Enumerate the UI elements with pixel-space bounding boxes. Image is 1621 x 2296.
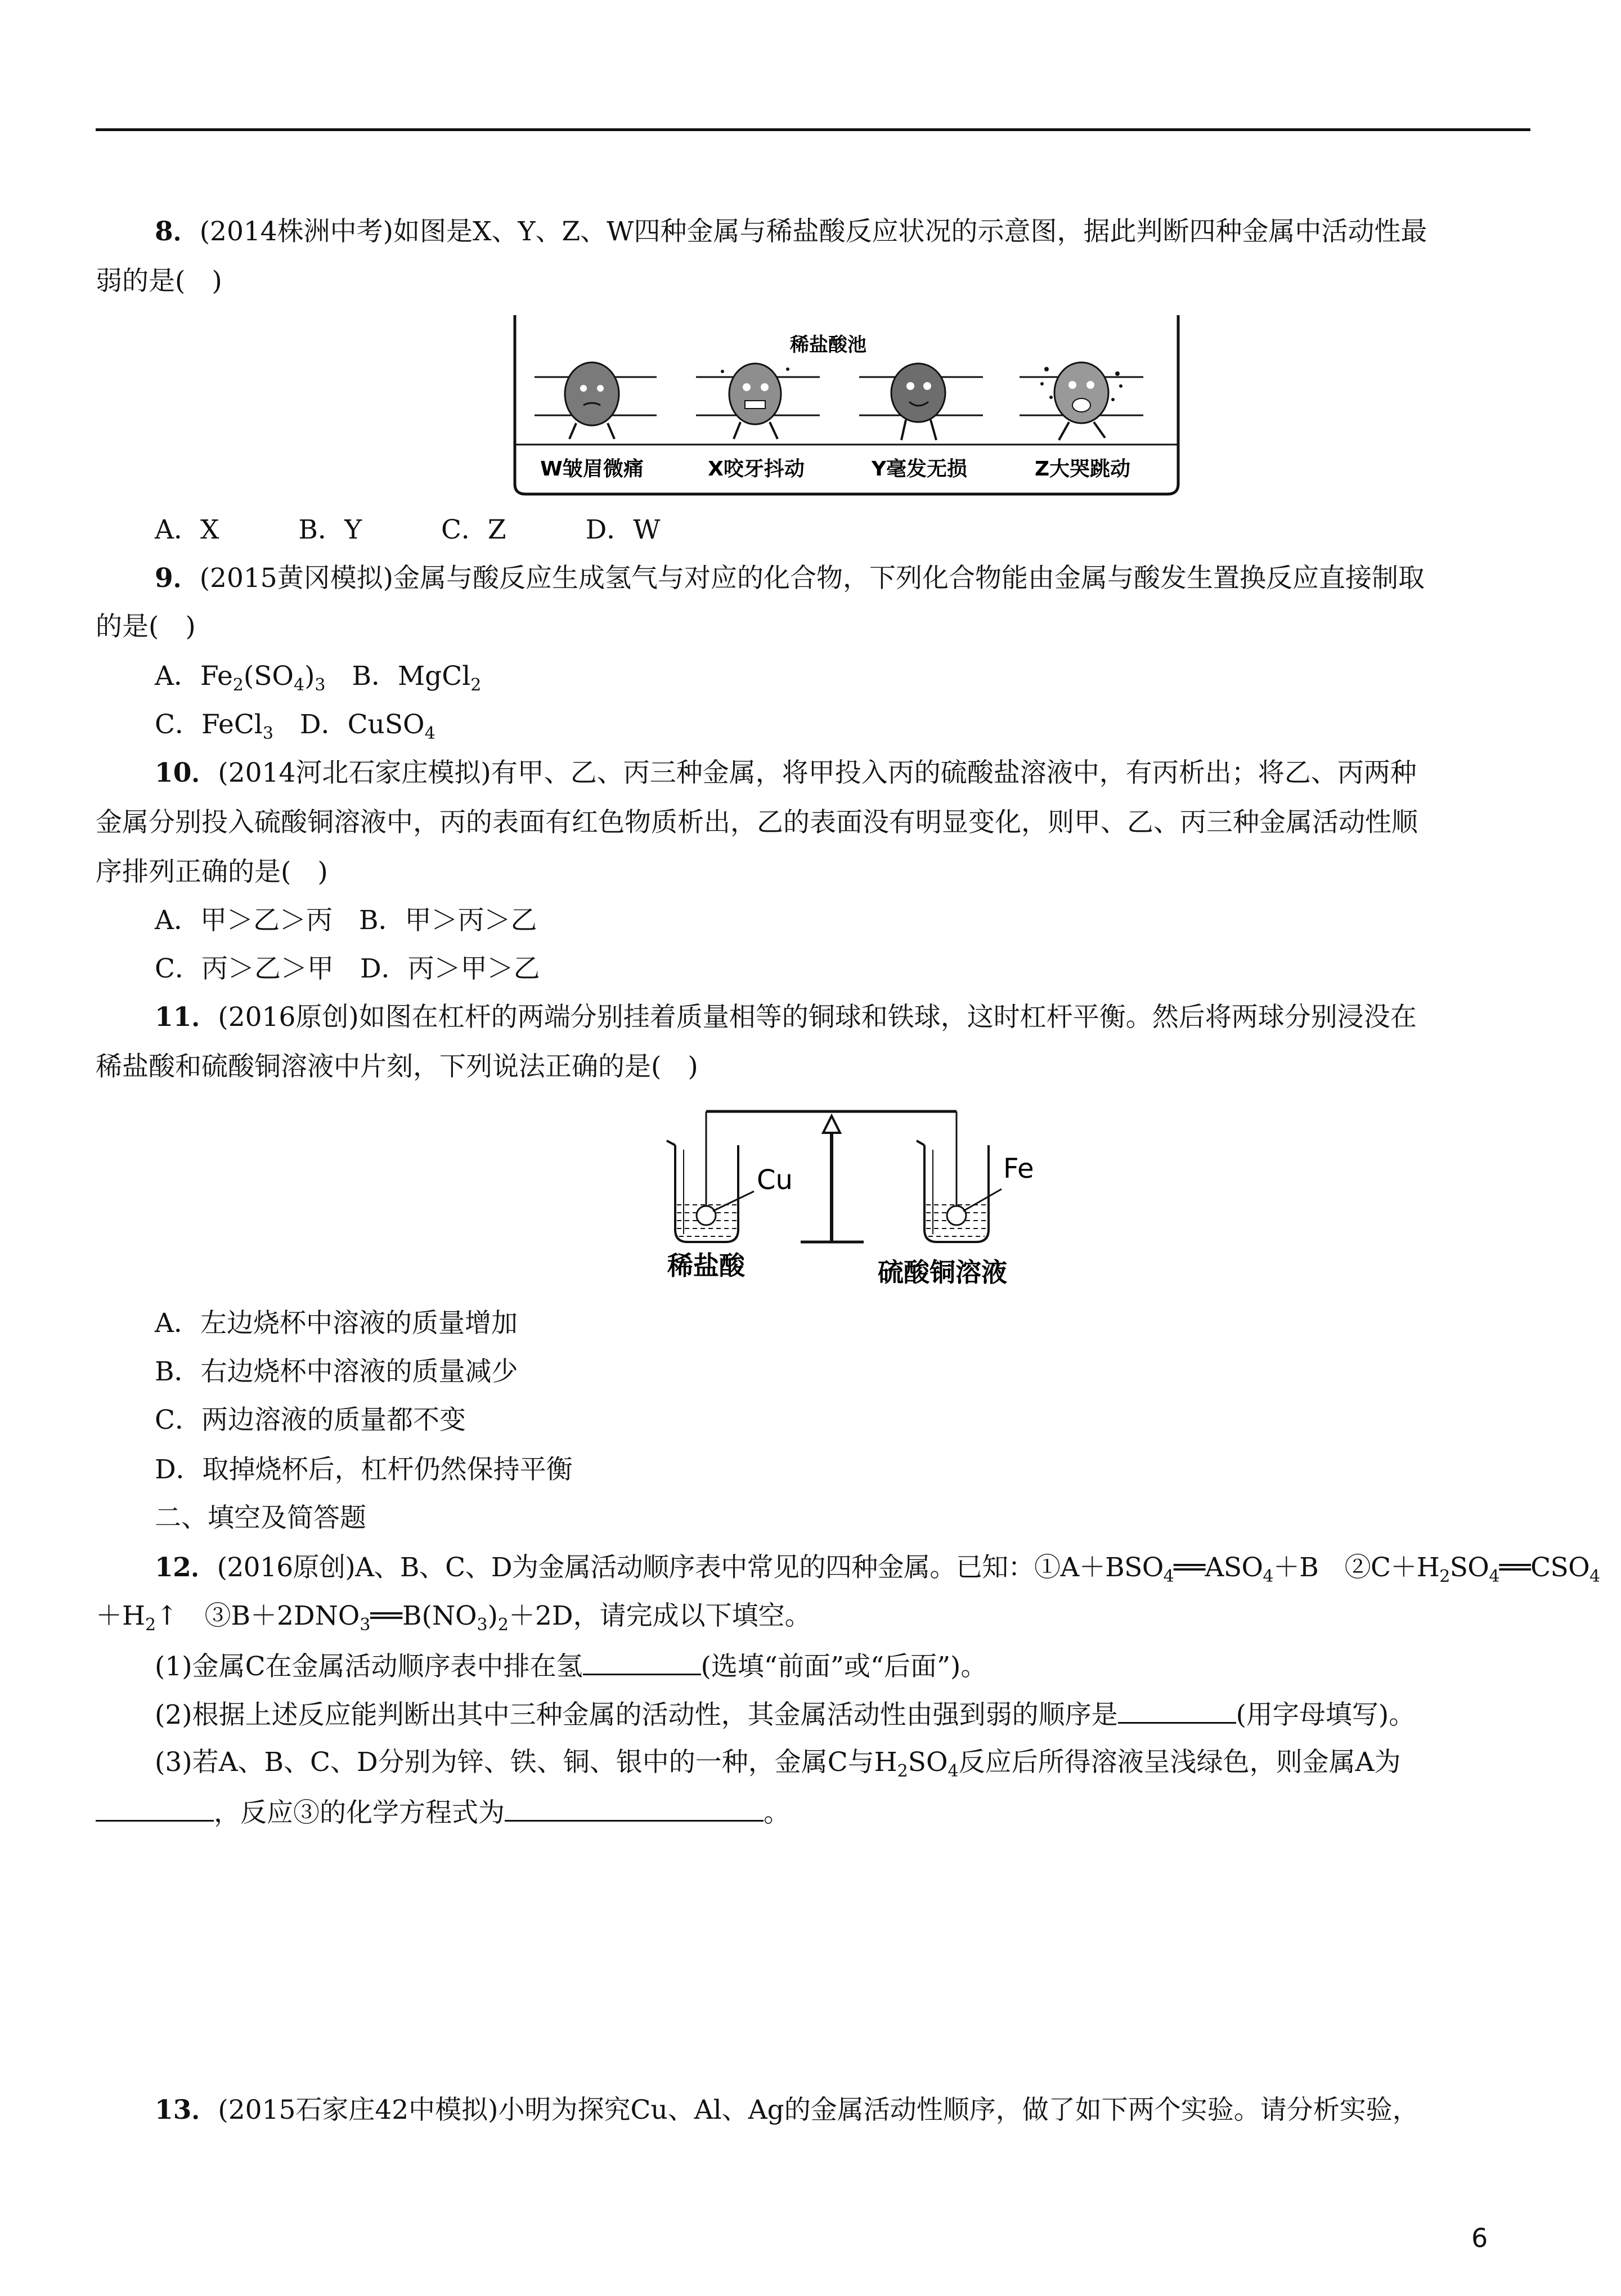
metal-y-icon bbox=[891, 364, 945, 440]
label-x: X咬牙抖动 bbox=[708, 458, 805, 481]
section-heading: 二、填空及简答题 bbox=[155, 1503, 366, 1533]
label-z: Z大哭跳动 bbox=[1034, 458, 1131, 481]
header-rule bbox=[96, 128, 1530, 131]
label-y: Y毫发无损 bbox=[871, 458, 968, 481]
cu-label: Cu bbox=[757, 1164, 793, 1196]
q12-sub-2: (2)根据上述反应能判断出其中三种金属的活动性，其金属活动性由强到弱的顺序是 (用字母填写)。 bbox=[155, 1697, 1415, 1732]
metal-w-icon bbox=[565, 362, 619, 439]
label-w: W皱眉微痛 bbox=[540, 458, 644, 481]
q8-acid-pool-figure bbox=[513, 315, 1180, 498]
q8-options: A．X B．Y C．Z D．W bbox=[155, 514, 661, 545]
q11-line-1: 11．(2016原创)如图在杠杆的两端分别挂着质量相等的铜球和铁球，这时杠杆平衡。然后将两球分别浸没在 bbox=[155, 1002, 1417, 1033]
q9-line-1: 9．(2015黄冈模拟)金属与酸反应生成氢气与对应的化合物，下列化合物能由金属与酸发生置换反应直接制取 bbox=[155, 563, 1425, 594]
q12-line-2: $+H_2↑$ $③B+2DNO_3══B(NO_3)_2+2D$，请完成以下填空。 bbox=[96, 1600, 811, 1635]
q8-line-1: 8．(2014株洲中考)如图是X、Y、Z、W四种金属与稀盐酸反应状况的示意图，据此判断四种金属中活动性最 bbox=[155, 216, 1427, 247]
fe-label: Fe bbox=[1003, 1153, 1034, 1185]
q12-sub-1: (1)金属C在金属活动顺序表中排在氢 (选填“前面”或“后面”)。 bbox=[155, 1649, 987, 1684]
q12-sub-3: (3)若A、B、C、D分别为锌、铁、铜、银中的一种，金属C与$H_2SO_4$反应后所得溶液呈浅绿色，则金属A为 bbox=[155, 1747, 1401, 1781]
blank-2[interactable] bbox=[1118, 1697, 1236, 1724]
q12-sub-3-line-2: ，反应③的化学方程式为 。 bbox=[96, 1795, 790, 1830]
q10-options-cd: C．丙＞乙＞甲 D．丙＞甲＞乙 bbox=[155, 953, 540, 984]
dilute-hcl-label: 稀盐酸 bbox=[667, 1250, 745, 1281]
q12-line-1: 12．(2016原创)A、B、C、D为金属活动顺序表中常见的四种金属。已知：$①A+BSO_4══ASO_4+B$ $②C+H_2SO_4══CSO_4$ bbox=[155, 1552, 1600, 1586]
q11-option-c: C．两边溶液的质量都不变 bbox=[155, 1405, 466, 1436]
q11-option-d: D．取掉烧杯后，杠杆仍然保持平衡 bbox=[155, 1454, 573, 1485]
q10-line-2: 金属分别投入硫酸铜溶液中，丙的表面有红色物质析出，乙的表面没有明显变化，则甲、乙、丙三种金属活动性顺 bbox=[96, 807, 1418, 838]
q11-option-a: A．左边烧杯中溶液的质量增加 bbox=[155, 1308, 518, 1339]
q11-option-b: B．右边烧杯中溶液的质量减少 bbox=[155, 1356, 518, 1387]
blank-4[interactable] bbox=[505, 1795, 764, 1822]
metal-x-icon bbox=[721, 364, 789, 439]
metal-z-icon bbox=[1040, 362, 1122, 440]
q8-line-2: 弱的是( ) bbox=[96, 266, 222, 297]
page-number: 6 bbox=[1471, 2223, 1488, 2253]
pool-title: 稀盐酸池 bbox=[790, 334, 866, 356]
q10-options-ab: A．甲＞乙＞丙 B．甲＞丙＞乙 bbox=[155, 905, 537, 936]
blank-1[interactable] bbox=[583, 1649, 701, 1675]
q9-options-ab: A．$Fe_2(SO_4)_3$ B．MgCl$_2$ bbox=[155, 661, 482, 695]
q10-line-3: 序排列正确的是( ) bbox=[96, 856, 328, 887]
q13-line-1: 13．(2015石家庄42中模拟)小明为探究Cu、Al、Ag的金属活动性顺序，做了如下两个实验。请分析实验， bbox=[155, 2095, 1419, 2125]
q11-lever-beaker-figure bbox=[650, 1100, 1044, 1289]
copper-sulfate-label: 硫酸铜溶液 bbox=[878, 1257, 1007, 1288]
q10-line-1: 10．(2014河北石家庄模拟)有甲、乙、丙三种金属，将甲投入丙的硫酸盐溶液中，有丙析出；将乙、丙两种 bbox=[155, 757, 1417, 788]
q9-options-cd: C．FeCl$_3$ D．CuSO$_4$ bbox=[155, 709, 435, 743]
q11-line-2: 稀盐酸和硫酸铜溶液中片刻，下列说法正确的是( ) bbox=[96, 1051, 698, 1082]
blank-3[interactable] bbox=[96, 1795, 214, 1822]
q9-line-2: 的是( ) bbox=[96, 611, 196, 642]
